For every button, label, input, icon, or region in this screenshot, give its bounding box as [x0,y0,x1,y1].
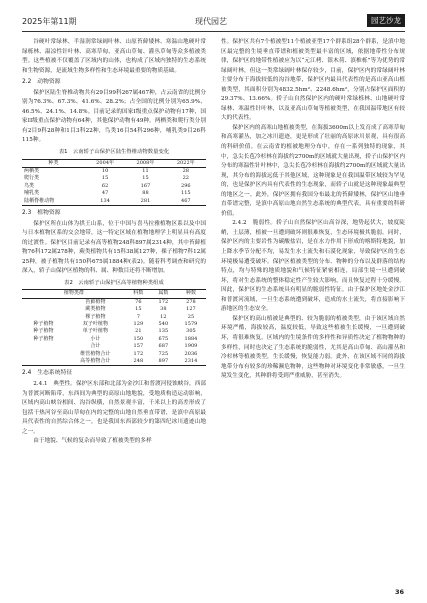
paragraph: 性。保护区共有7个植被型11个植被亚型17个群系组28个群系，是滇中地区最完整的生境垂直带谱和植被类型最丰富的区域，依据地带性分布规律，保护区的地带性植被应为以“元江栲、银木荷、滇椎栎”等为优势的常绿阔叶林，但这一类常绿阔叶林保存较少，目前，保护区内的常绿阔叶林主要分布于海拔较低的沟谷地带，保护区内最具代表性的是高山亚高山植被类型，其面积分别为4832.5hm²、2248.6hm²，分别占保护区面积的29.37%、13.66%。轿子山自然保护区内的硬叶常绿栎林、山地硬叶常绿林、寒温性针叶林，以及亚高山草甸等植被类型，在我国温带地区有较大的代表性。 [221,39,405,122]
table-vertebrate-counts [22,159,206,206]
table-cell: 134 [100,197,110,204]
table-header-cell: 植物类群 [22,290,126,298]
table-cell: 陆栖脊椎动物 [24,197,55,204]
table-cell: 47 [101,190,109,197]
table-cell: 281 [140,197,151,204]
table-cell: 157 [133,343,144,350]
table-header-cell: 2022年 [166,159,206,167]
table-cell: 12 [160,313,167,320]
table-row [22,190,206,197]
table-cell: 维管植物合计 [80,350,111,357]
table-cell: 15 [142,175,149,182]
table-cell: 22 [182,175,190,182]
table-cell: 305 [186,328,196,335]
table-row [22,306,206,313]
table-cell: 150 [133,335,144,342]
table-cell: 897 [158,358,169,365]
table-cell: 单子叶植物 [82,328,109,335]
table-cell: 种子植物 [33,335,54,342]
page-header [0,14,427,30]
table-row [22,343,206,350]
table-cell: 278 [186,298,196,305]
journal-name: 现代园艺 [195,17,227,26]
table-row [22,314,206,321]
table-cell: 1909 [184,343,198,350]
table-plant-composition [22,289,206,366]
paragraph: 保护区内的高寒山地植被类型，在海拔3600m以上发育成了高寒草甸和高寒灌丛，加之冰川遗迹，更是形成了壮丽的高原冰川景观，具有很高的科研价值。在云南省的植被地理分布中，存在一系列独特的现象，其中，急尖长苞冷杉林在海拔约2700m的区域就大量出现，轿子山保护区内分布的寒温性针叶林中，急尖长苞冷杉林在海拔约2700m的区域就大量出现，其分布的海拔远低于其他区域，这种现象是在我国温带区域较为罕见的，也是保护区内具有代表性的生态现象，而轿子山就是这种现象最典型的地区之一。此外，保护区拥有我国分布最北的苔藓矮林，保护区山地垂直带谱完整，是滇中高原山地自然生态系统的典型代表，具有重要的科研价值。 [221,124,405,217]
table-caption: 表2 云南轿子山保护区高等植物种类组成 [64,279,164,286]
left-column [22,38,206,588]
section-heading: 2.3 植物资源 [22,210,61,216]
paragraph: 2.4.1 典型性。保护区东部和北部为金沙江和普渡河侵蚀峡谷，西部为普渡河断陷带，东西间为典型的高原山地地貌，受地质构造运动影响，区域内高山峡谷相间、沟谷纵横，自然景观丰富，千米以上的高差形成了包括干热河谷至高山草甸在内的完整的山地自然垂直带谱，是滇中高原最具代表性的自然综合体之一，也是我国东西部较少的第四纪冰川遗迹山地之一。 [22,380,206,435]
column-badge: 园艺沙龙 [367,14,405,27]
page-number: 36 [395,588,405,596]
table-cell: 135 [158,328,169,335]
table-row [22,358,206,366]
table-row [22,175,206,182]
table-cell: 11 [142,167,149,174]
table-cell: 双子叶植物 [82,321,109,327]
table-cell [22,358,65,366]
table-cell: 88 [142,190,149,197]
table-cell: 合计 [90,343,101,350]
table-cell [22,314,65,321]
table-cell: 种子植物 [33,321,54,327]
table-cell: 115 [180,190,191,197]
table-cell: 28 [182,167,190,174]
table-cell: 467 [180,197,191,204]
issue-label: 2025年第11期 [22,17,77,26]
table-cell: 蕨类植物 [85,306,106,313]
table-cell: 1579 [184,321,198,327]
paragraph: 保护区所在山体为拱王山系，位于中国与喜马拉雅植物区系以及中国与日本植物区系的交会地带，这一特定区域在植物地理学上明显具有高度的过渡性。保护区目前记录有高等植物248科897属2314种，其中苔藓植物76科172属278种，蕨类植物共有15科38属127种，裸子植物7科12属25种，被子植物共有150科675属1884种(表2)。随着科考调查和研究的深入，轿子山保护区植物的科、属、种数目还将不断增加。 [22,220,206,275]
table-cell: 15 [101,175,109,182]
table-row [22,298,206,306]
table-cell: 167 [140,182,151,189]
table-cell: 种子植物 [33,328,54,335]
table-cell: 15 [135,306,142,313]
table-cell: 7 [136,313,140,320]
table-header-cell: 属数 [151,290,176,298]
table-cell: 鸟类 [24,182,35,189]
table-row [22,198,206,206]
table-cell: 129 [133,321,144,327]
paragraph: 保护区陆生脊椎动物共有29目99科267属467种，占云南省的比例分别为76.3%、67.3%、41.6%、28.2%；占全国的比例分别为65.9%、46.5%、24.1%、14.8%。目前记录的国家I级重点保护动物有17种，国家II级重点保护动物有64种，其他保护动物有49种。两栖类和爬行类分别有2目9科28种和1目3科22种，鸟类16目54科296种，哺乳类9目26科115种。 [22,89,206,144]
table-row [22,183,206,190]
table-cell: 2314 [184,358,198,365]
table-cell [22,343,65,350]
table-cell: 172 [158,298,169,305]
table-cell [22,351,65,358]
table-cell: 裸子植物 [85,313,106,320]
table-caption: 表1 云南轿子山保护区陆生脊椎动物数量变化 [58,149,170,156]
section-heading: 2.4 生态系统特征 [22,370,73,377]
table-cell: 675 [158,335,169,342]
table-cell: 21 [135,328,142,335]
table-row [22,351,206,358]
table-row [22,328,206,335]
table-header-cell: 种数 [176,290,206,298]
table-cell: 248 [133,358,144,365]
paragraph: 保护区的高山植被是典型的、较为脆弱的植被类型，由于该区域自然环境严酷，海拔较高，温度较低，导致这些植被生长缓慢，一旦遭到破坏，将很难恢复。区域内的生境条件的多样性和异质性决定了植物物种的多样性，同时也决定了生态系统的脆弱性，尤其是高山草甸、高山灌丛和冷杉林等植被类型，生长缓慢，恢复能力弱。此外，在该区域不同的海拔地带分布有较多的珍稀濒危物种，这些物种对环境变化非常敏感，一旦生境发生变化，其种群将受到严重威胁，甚至消失。 [221,315,405,380]
table-cell: 62 [101,182,109,189]
table-cell: 两栖类 [24,167,40,174]
table-row [22,167,206,175]
table-cell: 725 [158,350,169,357]
table-cell: 296 [180,182,191,189]
table-cell: 2036 [184,350,198,357]
table-cell: 76 [135,298,142,305]
table-cell: 687 [158,343,169,350]
table-cell: 25 [187,313,195,320]
paragraph: 谷硬叶常绿林、半湿润常绿阔叶林、山原苔藓矮林、寒温山地硬叶常绿栎林、温凉性针叶林、高寒草甸、亚高山草甸、灌丛草甸等众多植被类型。这些植被不仅覆盖了区域内的山体，也构成了区域内独特的生态系统和生物资源，是流域生物多样性和生态环境最重要的物质基础。 [22,39,206,74]
table-cell: 540 [158,321,169,327]
paragraph: 由于地貌、气候的复杂而导致了植被类型的多样 [33,438,152,445]
table-cell: 1884 [184,335,198,342]
section-heading: 2.2 动物资源 [22,79,61,86]
table-cell: 高等植物合计 [80,358,111,365]
table-cell [22,306,65,313]
table-cell [22,298,65,306]
table-cell: 10 [101,167,109,174]
table-header-cell: 2008年 [125,159,165,167]
header-rule [22,31,405,32]
table-row [22,336,206,343]
table-cell: 爬行类 [24,175,40,182]
table-cell: 哺乳类 [24,190,40,197]
table-header-cell: 种类 [22,159,85,167]
table-cell: 小计 [90,335,101,342]
table-header-cell: 2004年 [85,159,125,167]
table-cell: 127 [186,306,196,313]
table-header-cell: 科数 [126,290,151,298]
right-column [221,38,405,588]
table-cell: 38 [160,306,167,313]
paragraph: 2.4.2 脆弱性。轿子山自然保护区山高谷深，地势起伏大，坡度陡峭，土层薄，植被一旦遭到破坏则很难恢复，生态环境极其脆弱。同时，保护区内的主要岩性为碳酸盐岩，是在水力作用下形成的喀斯特地貌，加上降水季节分配不均，易发生水土流失和石漠化现象，导致保护区的生态环境极易遭受破坏。保护区植被类型的分布、物种的分布以及群落的结构特点，均与特殊的地质地貌和气候特征紧密相连，局部生境一旦遭到破坏，将对生态系统的整体稳定性产生较大影响，而且恢复过程十分缓慢。因此，保护区的生态系统具有明显的脆弱性特征。由于保护区地处金沙江和普渡河流域，一旦生态系统遭到破坏，造成的水土流失，将直接影响下游地区的生态安全。 [221,220,405,313]
table-cell: 172 [133,350,144,357]
table-cell: 苔藓植物 [85,298,106,305]
